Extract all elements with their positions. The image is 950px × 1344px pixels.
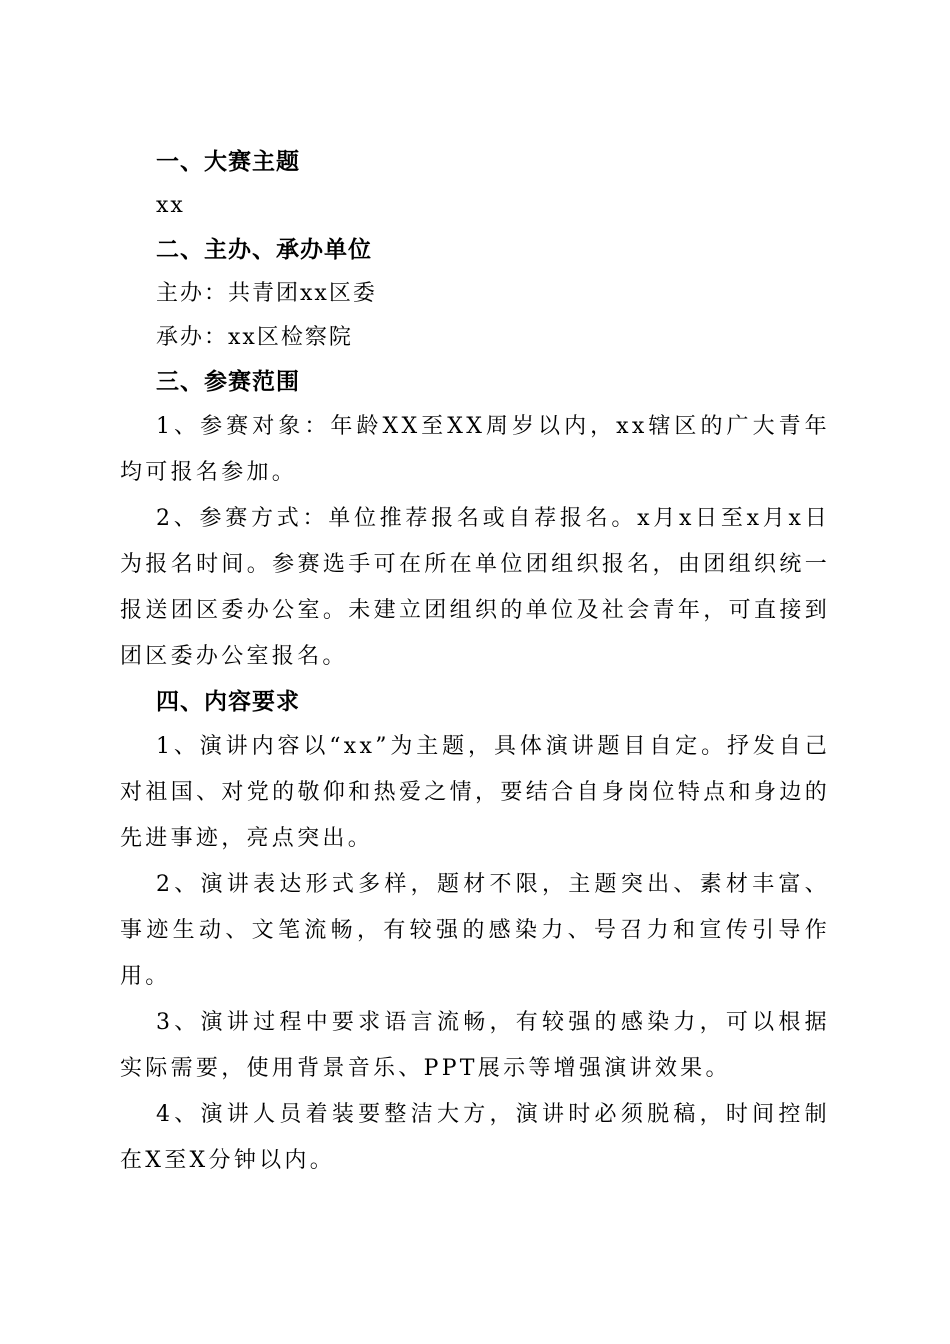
theme-text: xx	[156, 193, 185, 218]
section-heading-scope: 三、参赛范围	[156, 369, 300, 395]
section-heading-organizers: 二、主办、承办单位	[156, 237, 372, 263]
requirements-paragraph-1: 1、演讲内容以“xx”为主题，具体演讲题目自定。抒发自己对祖国、对党的敬仰和热爱之情，要结合自身岗位特点和身边的先进事迹，亮点突出。	[120, 734, 830, 851]
organizer-line: 承办：xx区检察院	[156, 325, 353, 350]
host-line: 主办：共青团xx区委	[156, 281, 377, 306]
document-body	[120, 140, 830, 1184]
section-heading-theme: 一、大赛主题	[156, 149, 300, 175]
section-heading-requirements: 四、内容要求	[156, 689, 300, 715]
requirements-paragraph-2: 2、演讲表达形式多样，题材不限，主题突出、素材丰富、事迹生动、文笔流畅，有较强的感染力、号召力和宣传引导作用。	[120, 872, 830, 989]
requirements-paragraph-3: 3、演讲过程中要求语言流畅，有较强的感染力，可以根据实际需要，使用背景音乐、PPT展示等增强演讲效果。	[120, 1010, 830, 1081]
scope-paragraph-2: 2、参赛方式：单位推荐报名或自荐报名。x月x日至x月x日为报名时间。参赛选手可在所在单位团组织报名，由团组织统一报送团区委办公室。未建立团组织的单位及社会青年，可直接到团区委办公室报名。	[120, 506, 830, 669]
scope-paragraph-1: 1、参赛对象：年龄XX至XX周岁以内，xx辖区的广大青年均可报名参加。	[120, 414, 830, 485]
requirements-paragraph-4: 4、演讲人员着装要整洁大方，演讲时必须脱稿，时间控制在X至X分钟以内。	[120, 1102, 830, 1173]
